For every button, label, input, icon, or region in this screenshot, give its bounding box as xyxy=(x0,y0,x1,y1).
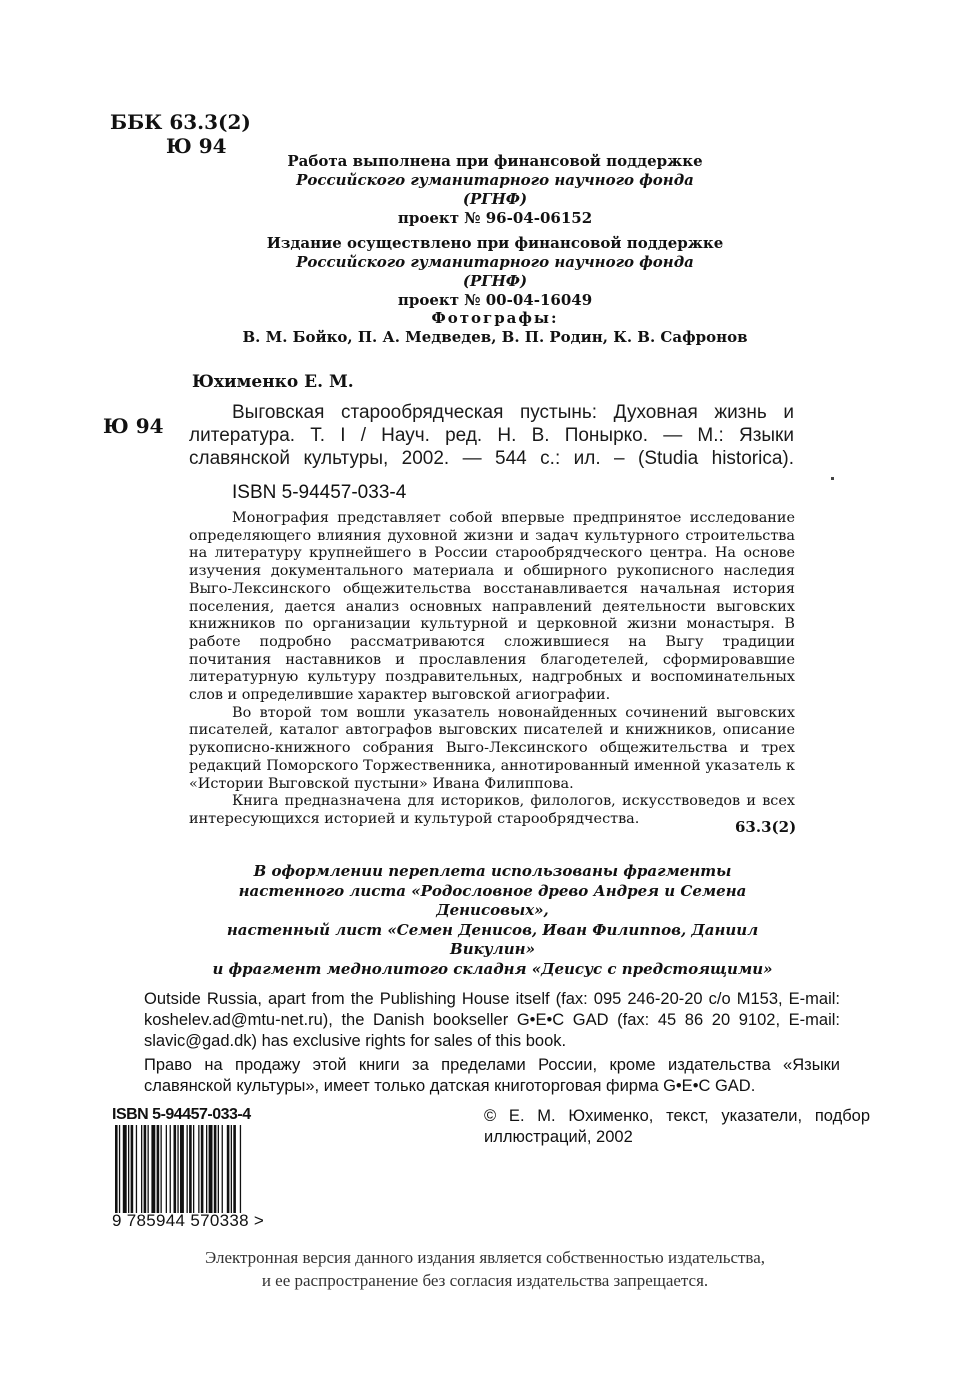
funding-1-line-3: (РГНФ) xyxy=(462,190,528,208)
funding-1-project: проект № 96-04-06152 xyxy=(397,209,593,227)
isbn-barcode xyxy=(112,1106,287,1231)
funding-2-line-1: Издание осуществлено при финансовой поддержке xyxy=(266,234,724,252)
photographers xyxy=(180,309,810,347)
cover-note-line: настенного листа «Родословное древо Андрея и Семена Денисовых», xyxy=(238,881,747,919)
bibl-line: литература. Т. I / Науч. ред. Н. В. Понырко. — М.: Языки xyxy=(189,425,794,446)
funding-2-project: проект № 00-04-16049 xyxy=(397,291,593,309)
cover-note-line: настенный лист «Семен Денисов, Иван Филиппов, Даниил Викулин» xyxy=(226,920,759,958)
abstract-paragraph: Во второй том вошли указатель новонайденных сочинений выговских писателей, каталог автографов выговских писателей и книжников, описание рукописно-книжного собрания Выго-Лексинского общежительства и трех редакций Поморского Торжественника, аннотированный именной указатель к «Истории Выговской пустыни» Ивана Филиппова. xyxy=(189,704,795,792)
barcode-isbn-label: ISBN 5-94457-033-4 xyxy=(112,1106,251,1123)
funding-1-line-1: Работа выполнена при финансовой поддержке xyxy=(287,152,703,170)
stray-dot xyxy=(831,477,834,480)
funding-2-line-3: (РГНФ) xyxy=(462,272,528,290)
funding-notice xyxy=(240,152,750,310)
bbk-code: ББК 63.3(2) xyxy=(110,110,251,134)
copyright-line: © Е. М. Юхименко, текст, указатели, подбор xyxy=(484,1107,870,1125)
bibliographic-description xyxy=(189,401,794,470)
funding-2-line-2: Российского гуманитарного научного фонда xyxy=(296,253,694,271)
author-mark: Ю 94 xyxy=(166,134,227,158)
sales-rights xyxy=(144,989,840,1097)
abstract-bbk-code: 63.3(2) xyxy=(735,818,797,836)
cover-note-line: В оформлении переплета использованы фрагменты xyxy=(253,862,732,880)
rights-english: Outside Russia, apart from the Publishing House itself (fax: 095 246-20-20 c/o M153, E-mail: koshelev.ad@mtu-net.ru), the Danish bookseller G•E•C GAD (fax: 45 86 20 9102, E-mail: slavic@gad.dk) has exclusive rights for sales of this book. xyxy=(144,990,840,1050)
copyright-line: иллюстраций, 2002 xyxy=(484,1128,633,1146)
barcode-bars-icon xyxy=(115,1125,277,1213)
catalog-author: Юхименко Е. М. xyxy=(192,372,354,392)
catalog-code: Ю 94 xyxy=(103,414,164,438)
barcode-digits: 9 785944 570338 > xyxy=(112,1211,265,1230)
bbk-classification xyxy=(110,110,251,158)
abstract-paragraph: Книга предназначена для историков, филологов, искусствоведов и всех интересующихся историей и культурой старообрядчества. xyxy=(189,793,795,827)
funding-1-line-2: Российского гуманитарного научного фонда xyxy=(296,171,694,189)
electronic-notice-line: и ее распространение без согласия издательства запрещается. xyxy=(261,1271,709,1290)
abstract xyxy=(189,510,795,829)
electronic-version-notice xyxy=(150,1246,820,1292)
abstract-paragraph: Монография представляет собой впервые предпринятое исследование определяющего влияния духовной жизни и задач культурного строительства на литературу крупнейшего в России старообрядческого центра. На основе изучения документального материала и обширного рукописного наследия Выго-Лексинского общежительства восстанавливается начальная история поселения, дается анализ основных направлений деятельности выговских книжников по организации культурной и церковной жизни монастыря. В работе подробно рассматриваются сложившиеся на Выгу традиции почитания наставников и прославления благодетелей, сформировавшие литературную культуру поздравительных, надгробных и воспоминательных слов и определившие характер выговской агиографии. xyxy=(189,510,795,704)
photographers-names: В. М. Бойко, П. А. Медведев, В. П. Родин, К. В. Сафронов xyxy=(242,328,748,346)
cover-note-line: и фрагмент меднолитого складня «Деисус с предстоящими» xyxy=(212,959,773,978)
electronic-notice-line: Электронная версия данного издания является собственностью издательства, xyxy=(204,1248,766,1267)
bibl-line: славянской культуры, 2002. — 544 с.: ил. – (Studia historica). xyxy=(189,448,794,469)
rights-russian: Право на продажу этой книги за пределами России, кроме издательства «Языки славянской культуры», имеет только датская книготорговая фирма G•E•C GAD. xyxy=(144,1056,840,1095)
photographers-label: Фотографы: xyxy=(431,309,559,327)
isbn: ISBN 5-94457-033-4 xyxy=(232,482,407,503)
copyright-notice xyxy=(484,1106,870,1148)
cover-design-note xyxy=(190,862,795,979)
bibl-line: Выговская старообрядческая пустынь: Духовная жизнь и xyxy=(232,402,794,423)
